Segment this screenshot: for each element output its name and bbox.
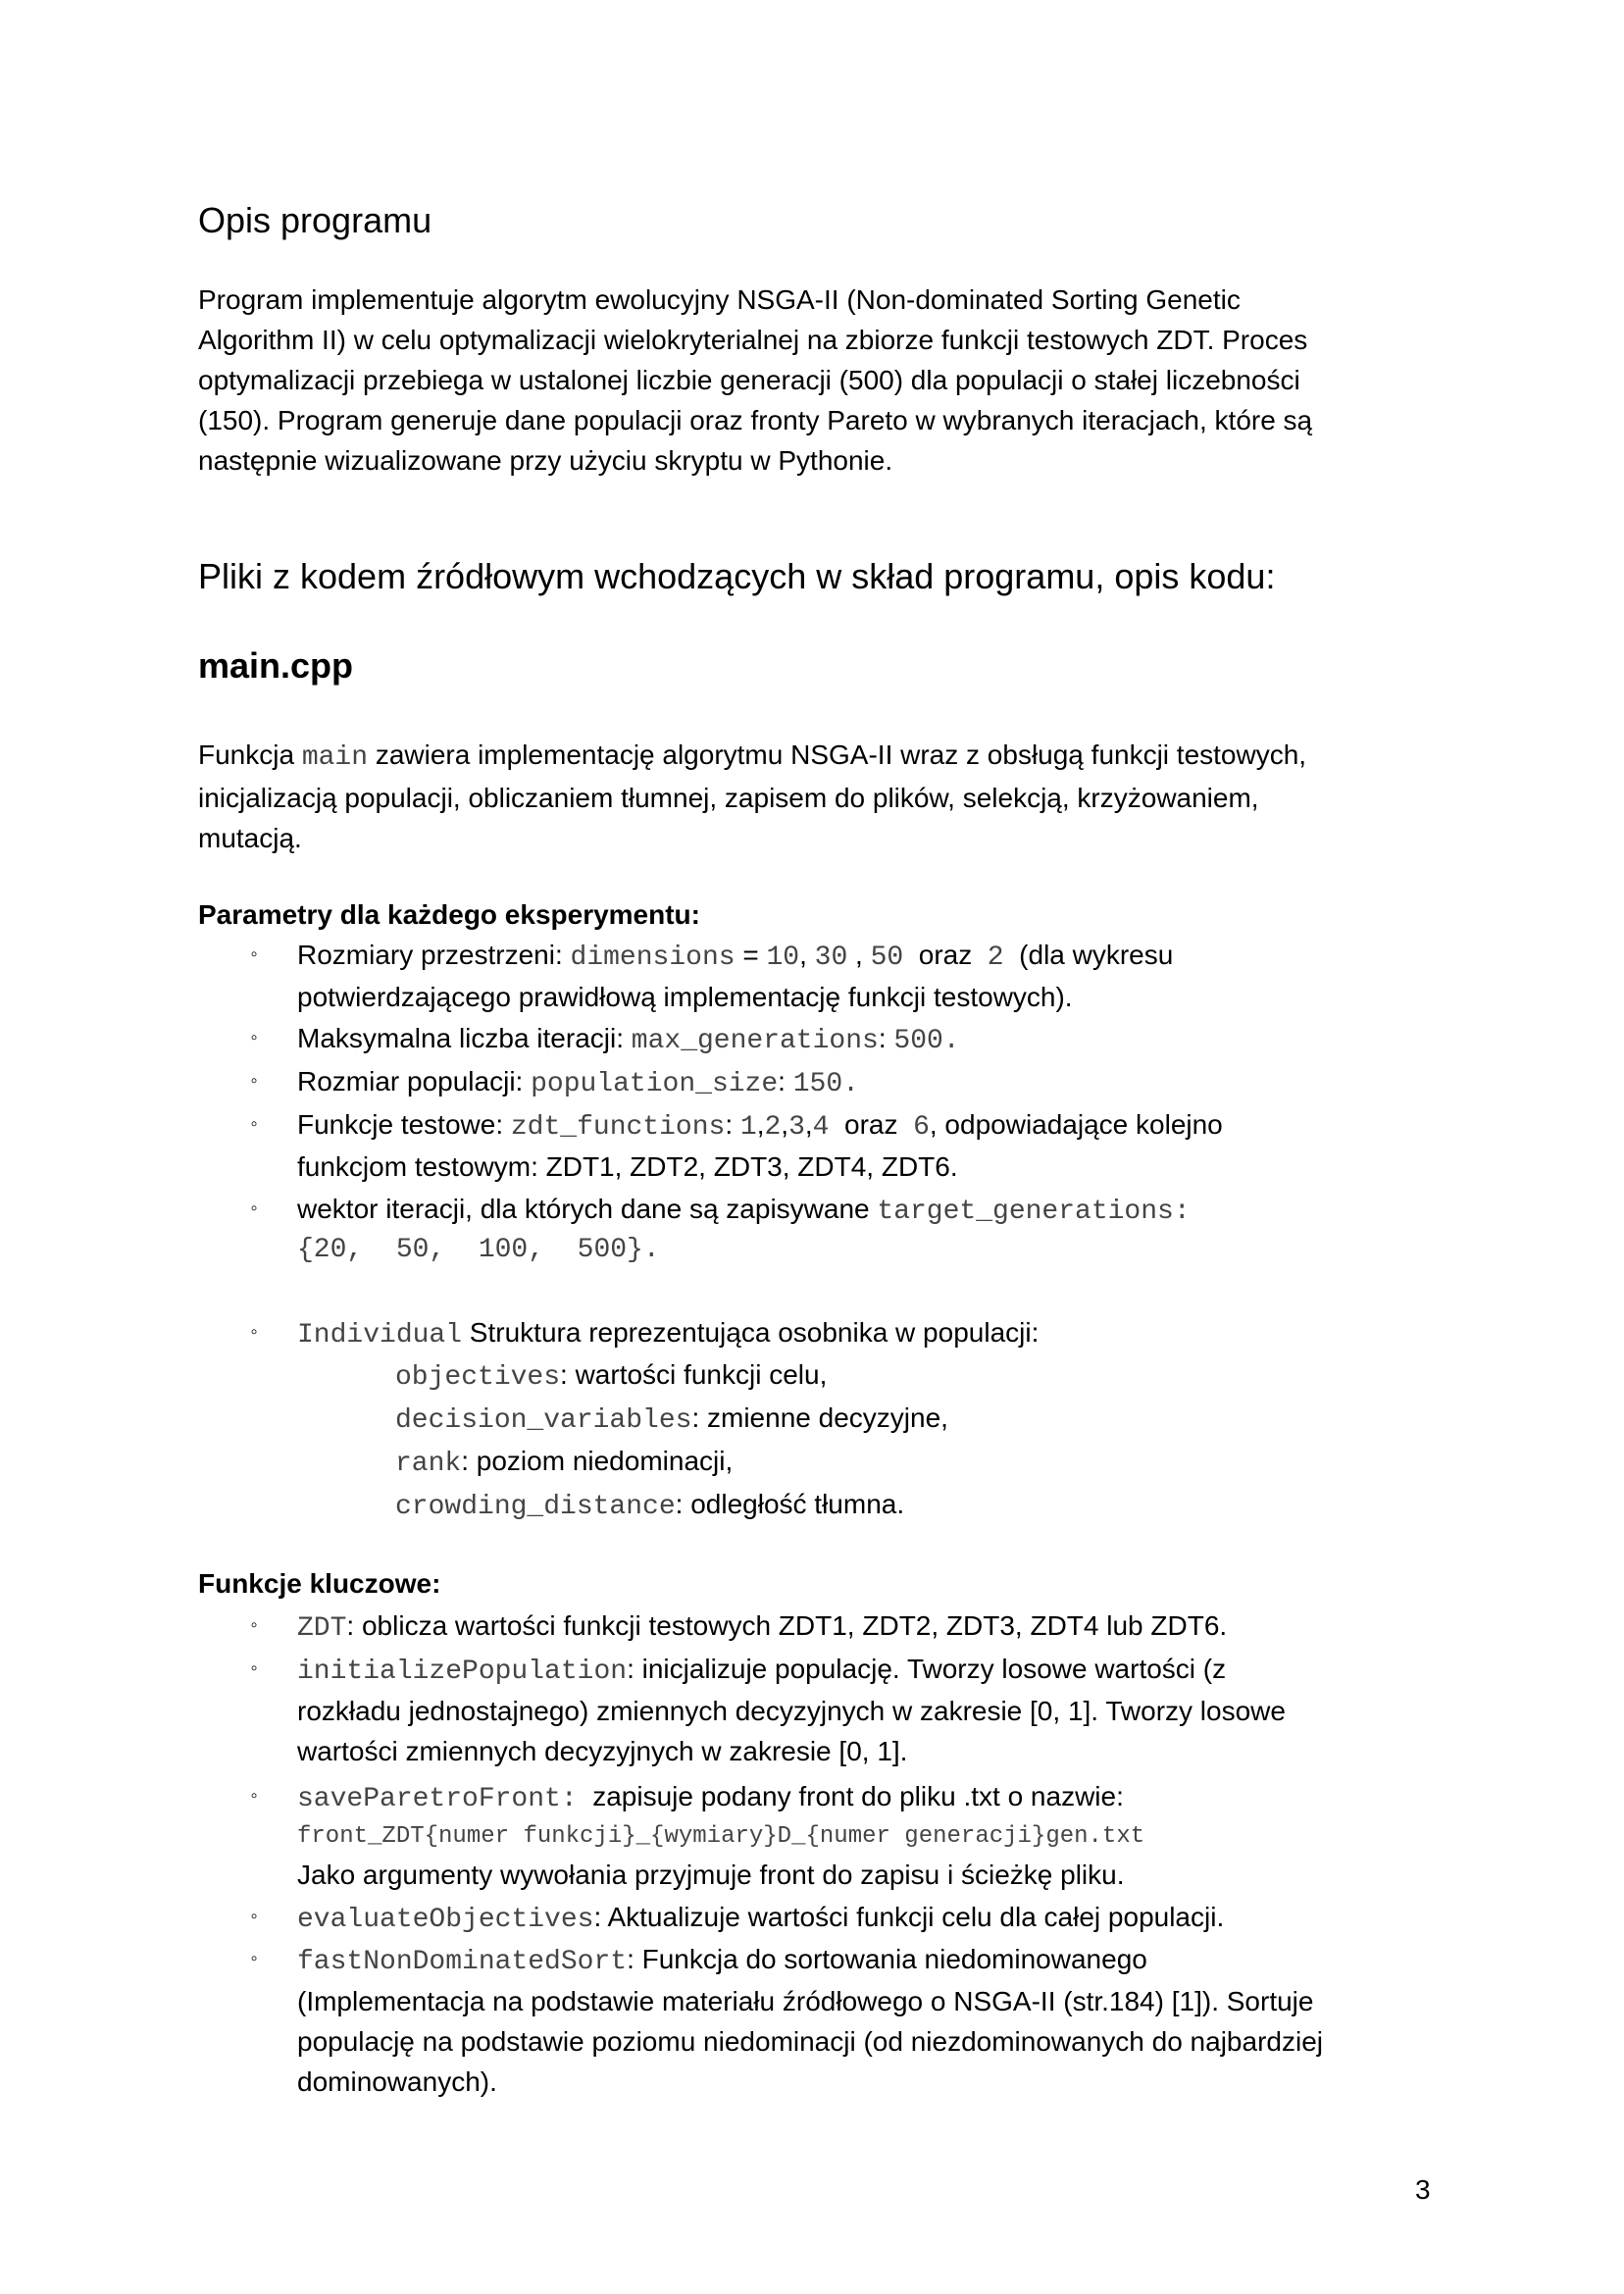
bullet-icon: ◦ (250, 1070, 258, 1092)
code-value: 50 (870, 943, 904, 973)
text: : Funkcja do sortowania niedominowanego (627, 1944, 1147, 1974)
bullet-icon: ◦ (250, 1027, 258, 1048)
function-zdt (297, 1606, 1227, 1649)
intro-line: inicjalizacją populacji, obliczaniem tłumnej, zapisem do plików, selekcją, krzyżowaniem, (198, 783, 1259, 813)
individual-field (395, 1441, 733, 1484)
code-value: 3 (788, 1112, 805, 1143)
function-save-pareto-front (297, 1776, 1124, 1819)
paragraph-line: Algorithm II) w celu optymalizacji wielokryterialnej na zbiorze funkcji testowych ZDT. Proces (198, 325, 1308, 355)
intro-line (198, 735, 1306, 778)
text: Funkcje testowe: (297, 1109, 511, 1140)
code-value: 4 (812, 1112, 830, 1143)
code-fast-non-dominated-sort: fastNonDominatedSort (297, 1947, 628, 1977)
functions-heading: Funkcje kluczowe: (198, 1568, 441, 1599)
function-evaluate-objectives (297, 1897, 1224, 1940)
text: , (756, 1109, 765, 1140)
text: zapisuje podany front do pliku .txt o nazwie: (577, 1781, 1124, 1811)
individual-field (395, 1354, 827, 1398)
param-target-generations-values: {20, 50, 100, 500}. (297, 1235, 660, 1265)
code-objectives: objectives (395, 1362, 561, 1393)
code-individual: Individual (297, 1320, 463, 1351)
code-value: 1 (739, 1112, 757, 1143)
individual-field (395, 1398, 948, 1441)
code-value: 10 (766, 943, 800, 973)
code-max-generations: max_generations (631, 1026, 879, 1056)
code-value: 30 (814, 943, 848, 973)
text: : inicjalizuje populację. Tworzy losowe wartości (z (627, 1654, 1227, 1684)
section-title-pliki: Pliki z kodem źródłowym wchodzących w skład programu, opis kodu: (198, 556, 1276, 596)
text: Struktura reprezentująca osobnika w populacji: (462, 1317, 1040, 1348)
text: oraz (829, 1109, 914, 1140)
paragraph-line: Program implementuje algorytm ewolucyjny NSGA-II (Non-dominated Sorting Genetic (198, 284, 1241, 315)
filename-pattern: front_ZDT{numer funkcji}_{wymiary}D_{numer generacji}gen.txt (297, 1823, 1145, 1850)
text: : poziom niedominacji, (461, 1446, 734, 1476)
code-zdt: ZDT (297, 1613, 347, 1644)
function-fast-non-dominated-sort-cont: (Implementacja na podstawie materiału źródłowego o NSGA-II (str.184) [1]). Sortuje (297, 1986, 1314, 2016)
function-fast-non-dominated-sort-cont: dominowanych). (297, 2066, 497, 2097)
text: , (799, 940, 815, 970)
text: oraz (903, 940, 988, 970)
param-zdt-functions-cont: funkcjom testowym: ZDT1, ZDT2, ZDT3, ZDT4, ZDT6. (297, 1151, 958, 1182)
code-rank: rank (395, 1449, 462, 1479)
text: : Aktualizuje wartości funkcji celu dla całej populacji. (593, 1902, 1225, 1932)
param-individual (297, 1312, 1039, 1355)
text: wektor iteracji, dla których dane są zapisywane (297, 1194, 878, 1224)
paragraph-line: optymalizacji przebiega w ustalonej liczbie generacji (500) dla populacji o stałej liczebności (198, 365, 1300, 395)
text: = (735, 940, 767, 970)
code-dimensions: dimensions (570, 943, 736, 973)
param-dimensions-cont: potwierdzającego prawidłową implementację funkcji testowych). (297, 982, 1073, 1012)
paragraph-line: (150). Program generuje dane populacji oraz fronty Pareto w wybranych iteracjach, które są (198, 405, 1313, 435)
code-population-size: population_size (531, 1069, 779, 1099)
intro-line: mutacją. (198, 823, 302, 853)
function-initialize-population-cont: wartości zmiennych decyzyjnych w zakresie [0, 1]. (297, 1736, 908, 1766)
text: Maksymalna liczba iteracji: (297, 1023, 632, 1053)
bullet-icon: ◦ (250, 1113, 258, 1135)
text: Rozmiar populacji: (297, 1066, 532, 1096)
text: : (1173, 1197, 1191, 1227)
paragraph-line: następnie wizualizowane przy użyciu skryptu w Pythonie. (198, 445, 893, 476)
text: , (781, 1109, 789, 1140)
bullet-icon: ◦ (250, 1321, 258, 1343)
text: : (725, 1109, 740, 1140)
bullet-icon: ◦ (250, 1657, 258, 1679)
param-max-generations (297, 1018, 960, 1061)
text: : (878, 1023, 894, 1053)
code-zdt-functions: zdt_functions (510, 1112, 726, 1143)
param-dimensions (297, 935, 1173, 978)
code-value: 2 (987, 943, 1004, 973)
code-save-pareto-front: saveParetroFront: (297, 1784, 578, 1814)
code-main: main (301, 742, 369, 773)
function-initialize-population (297, 1649, 1226, 1692)
function-fast-non-dominated-sort-cont: populację na podstawie poziomu niedominacji (od niezdominowanych do najbardziej (297, 2026, 1323, 2057)
code-value: 500. (893, 1026, 960, 1056)
section-title-opis: Opis programu (198, 200, 432, 240)
params-heading: Parametry dla każdego eksperymentu: (198, 899, 700, 930)
function-save-pareto-front-cont: Jako argumenty wywołania przyjmuje front do zapisu i ścieżkę pliku. (297, 1860, 1125, 1890)
text: , (804, 1109, 813, 1140)
bullet-icon: ◦ (250, 1198, 258, 1219)
code-value: 150. (792, 1069, 859, 1099)
code-evaluate-objectives: evaluateObjectives (297, 1905, 594, 1935)
text: , odpowiadające kolejno (929, 1109, 1223, 1140)
intro-text: Funkcja (198, 739, 302, 770)
param-zdt-functions (297, 1104, 1223, 1147)
text: : odległość tłumna. (675, 1489, 905, 1519)
code-target-generations: target_generations (877, 1197, 1174, 1227)
code-value: 2 (764, 1112, 782, 1143)
code-initialize-population: initializePopulation (297, 1657, 628, 1687)
bullet-icon: ◦ (250, 1948, 258, 1969)
file-heading-main-cpp: main.cpp (198, 645, 354, 686)
text: Rozmiary przestrzeni: (297, 940, 571, 970)
bullet-icon: ◦ (250, 1906, 258, 1927)
text: , (847, 940, 871, 970)
code-decision-variables: decision_variables (395, 1405, 692, 1436)
individual-field (395, 1484, 904, 1527)
page-number: 3 (1415, 2174, 1431, 2205)
intro-text: zawiera implementację algorytmu NSGA-II wraz z obsługą funkcji testowych, (368, 739, 1307, 770)
function-fast-non-dominated-sort (297, 1939, 1147, 1982)
text: : oblicza wartości funkcji testowych ZDT1, ZDT2, ZDT3, ZDT4 lub ZDT6. (346, 1610, 1228, 1641)
bullet-icon: ◦ (250, 1614, 258, 1636)
bullet-icon: ◦ (250, 943, 258, 965)
param-population-size (297, 1061, 859, 1104)
code-crowding-distance: crowding_distance (395, 1492, 676, 1522)
code-value: 6 (913, 1112, 930, 1143)
param-target-generations (297, 1189, 1191, 1232)
bullet-icon: ◦ (250, 1785, 258, 1807)
text: : wartości funkcji celu, (560, 1359, 828, 1390)
text: (dla wykresu (1003, 940, 1174, 970)
function-initialize-population-cont: rozkładu jednostajnego) zmiennych decyzyjnych w zakresie [0, 1]. Tworzy losowe (297, 1696, 1286, 1726)
text: : (778, 1066, 793, 1096)
text: : zmienne decyzyjne, (691, 1402, 948, 1433)
